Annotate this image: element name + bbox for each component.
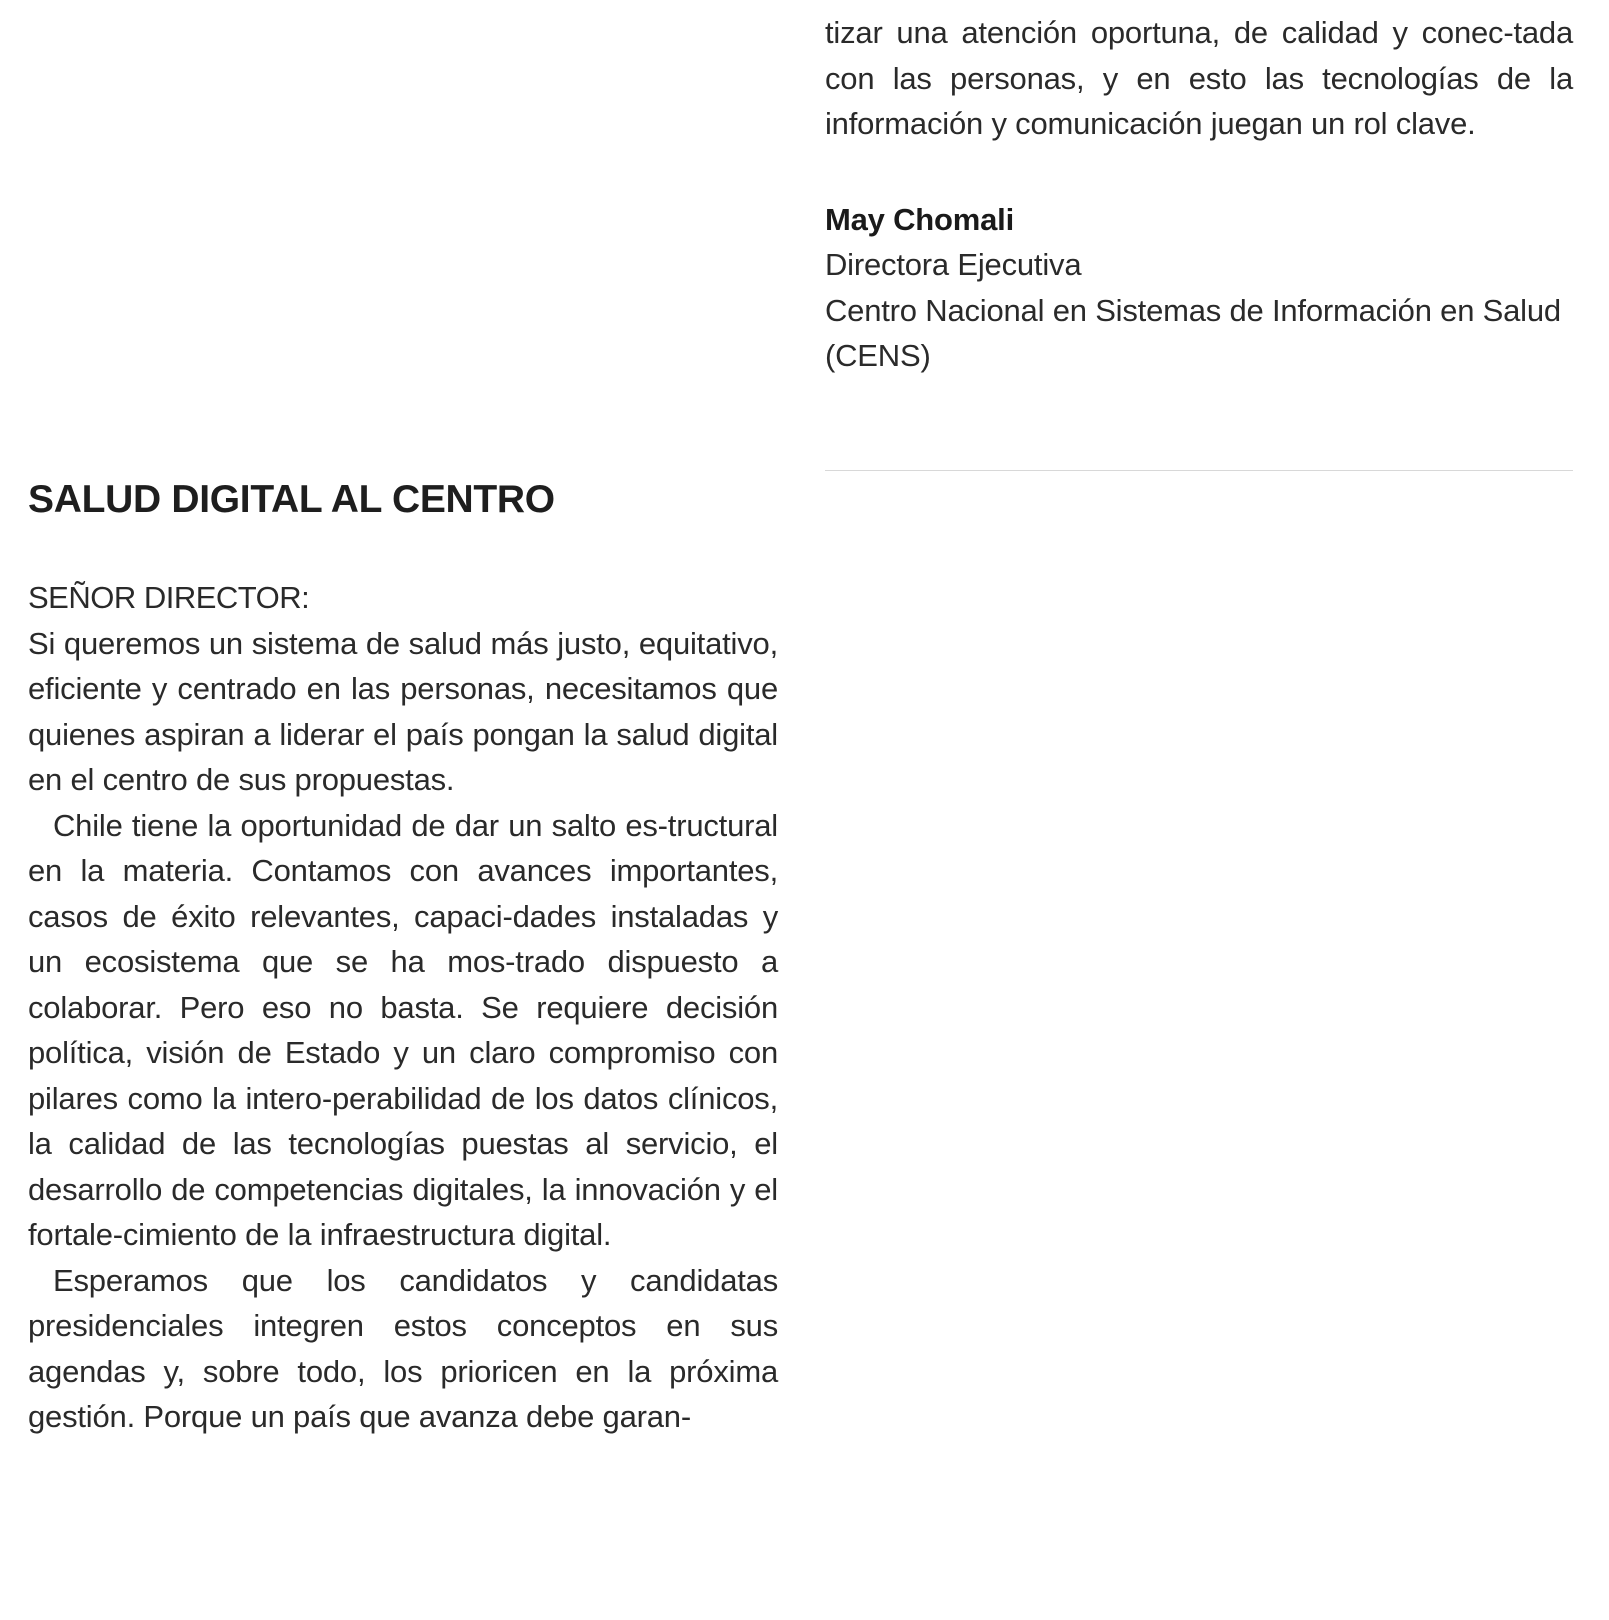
author-name: May Chomali — [825, 201, 1015, 237]
left-column — [28, 475, 778, 1440]
author-title: Directora Ejecutiva — [825, 247, 1082, 282]
paragraph-3: Esperamos que los candidatos y candidatas presidenciales integren estos conceptos en sus agendas y, sobre todo, los prioricen en la próxima gestión. Porque un país que avanza debe garan- — [28, 1262, 778, 1434]
article-continuation: tizar una atención oportuna, de calidad y conec-tada con las personas, y en esto las tecnologías de la información y comunicación juegan un rol clave. — [825, 15, 1573, 141]
right-column — [825, 10, 1573, 379]
section-divider — [825, 470, 1573, 471]
author-organization: Centro Nacional en Sistemas de Información en Salud (CENS) — [825, 292, 1561, 373]
article-headline: SALUD DIGITAL AL CENTRO — [28, 478, 555, 521]
salutation: SEÑOR DIRECTOR: — [28, 580, 310, 615]
paragraph-2: Chile tiene la oportunidad de dar un salto es-tructural en la materia. Contamos con avances importantes, casos de éxito relevantes, capaci-dades instaladas y un ecosistema que se ha mos-trado dispuesto a colaborar. Pero eso no basta. Se requiere decisión política, visión de Estado y un claro compromiso con pilares como la intero-perabilidad de los datos clínicos, la calidad de las tecnologías puestas al servicio, el desarrollo de competencias digitales, la innovación y el fortale-cimiento de la infraestructura digital. — [28, 807, 778, 1252]
signature-block — [825, 197, 1573, 379]
paragraph-1: Si queremos un sistema de salud más justo, equitativo, eficiente y centrado en las personas, necesitamos que quienes aspiran a liderar el país pongan la salud digital en el centro de sus propuestas. — [28, 625, 778, 797]
